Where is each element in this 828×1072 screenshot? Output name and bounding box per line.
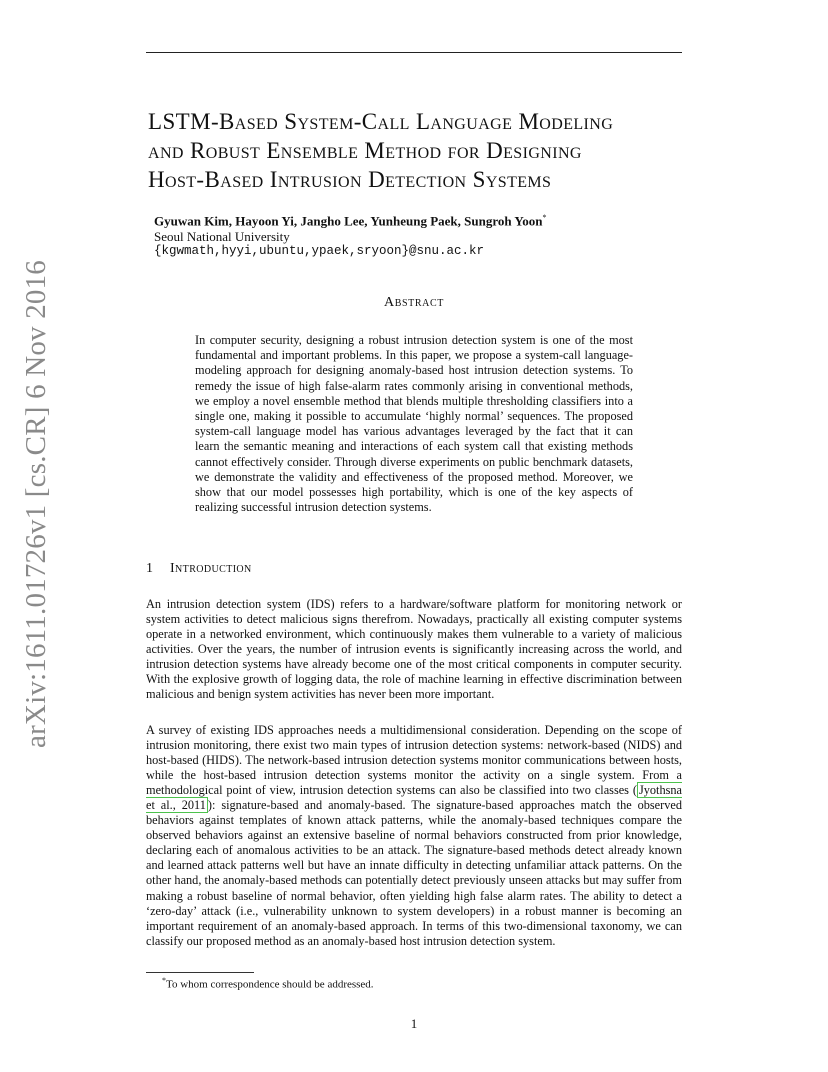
footnote-text: To whom correspondence should be addressed. bbox=[166, 978, 374, 991]
abstract-heading: Abstract bbox=[384, 295, 444, 310]
paragraph-2-text-after: ): signature-based and anomaly-based. The signature-based approaches match the observed behaviors against templates of known attack patterns, while the anomaly-based techniques compare the observed behaviors against an extensive baseline of normal behaviors constructed from prior knowledge, declaring each of anomalous activities to be an attack. The signature-based methods detect already known and learned attack patterns well but have an innate difficulty in detecting unfamiliar attack patterns. On the other hand, the anomaly-based methods can potentially detect previously unseen attacks but may suffer from making a robust baseline of normal behavior, often yielding high false alarm rates. The ability to detect a ‘zero-day’ attack (i.e., vulnerability unknown to system developers) in a robust manner is becoming an important requirement of an anomaly-based approach. In terms of this two-dimensional taxonomy, we can classify our proposed method as an anomaly-based host intrusion detection system. bbox=[146, 798, 682, 948]
footnote-mark: * bbox=[162, 976, 166, 985]
corresponding-mark: * bbox=[542, 213, 547, 222]
title-line-2: and Robust Ensemble Method for Designing bbox=[148, 138, 582, 163]
abstract-text: In computer security, designing a robust intrusion detection system is one of the most fundamental and important problems. In this paper, we propose a system-call language-modeling approach for designing anomaly-based host intrusion detection systems. To remedy the issue of high false-alarm rates commonly arising in conventional methods, we employ a novel ensemble method that blends multiple thresholding classifiers into a single one, making it possible to accumulate ‘highly normal’ sequences. The proposed system-call language model has various advantages leveraged by the fact that it can learn the semantic meaning and interactions of each system call that existing methods cannot effectively consider. Through diverse experiments on public benchmark datasets, we demonstrate the validity and effectiveness of the proposed method. Moreover, we show that our model possesses high portability, which is one of the key aspects of realizing successful intrusion detection systems. bbox=[195, 333, 633, 515]
intro-paragraph-2 bbox=[146, 723, 682, 949]
header-rule bbox=[146, 52, 682, 53]
footnote bbox=[162, 976, 374, 991]
title-line-1: LSTM-Based System-Call Language Modeling bbox=[148, 109, 614, 134]
section-heading bbox=[146, 561, 252, 577]
paper-title bbox=[148, 107, 708, 194]
arxiv-side-stamp: arXiv:1611.01726v1 [cs.CR] 6 Nov 2016 bbox=[20, 259, 52, 748]
footnote-rule bbox=[146, 972, 254, 973]
title-line-3: Host-Based Intrusion Detection Systems bbox=[148, 167, 552, 192]
author-emails: {kgwmath,hyyi,ubuntu,ypaek,sryoon}@snu.ac.kr bbox=[154, 244, 485, 259]
page-number: 1 bbox=[410, 1016, 418, 1031]
affiliation: Seoul National University bbox=[154, 228, 290, 244]
section-title: Introduction bbox=[170, 561, 252, 576]
paragraph-2-text-before: A survey of existing IDS approaches needs a multidimensional consideration. Depending on the scope of intrusion monitoring, there exist two main types of intrusion detection systems: network-based (NIDS) and host-based (HIDS). The network-based intrusion detection systems monitor communications between hosts, while the host-based intrusion detection systems monitor the activity on a single system. From a methodological point of view, intrusion detection systems can also be classified into two classes ( bbox=[146, 723, 682, 798]
intro-paragraph-1: An intrusion detection system (IDS) refers to a hardware/software platform for monitoring network or system activities to detect malicious signs therefrom. Nowadays, practically all existing computer systems operate in a networked environment, which continuously makes them vulnerable to a variety of malicious activities. Over the years, the number of intrusion events is significantly increasing across the world, and intrusion detection systems have already become one of the most critical components in computer security. With the explosive growth of logging data, the role of machine learning in effective discrimination between malicious and benign system activities has never been more important. bbox=[146, 597, 682, 702]
author-names: Gyuwan Kim, Hayoon Yi, Jangho Lee, Yunheung Paek, Sungroh Yoon bbox=[154, 213, 543, 229]
author-block bbox=[154, 210, 674, 260]
section-number: 1 bbox=[146, 561, 154, 576]
citation-link[interactable]: Jyothsna et al., 2011 bbox=[146, 783, 682, 813]
